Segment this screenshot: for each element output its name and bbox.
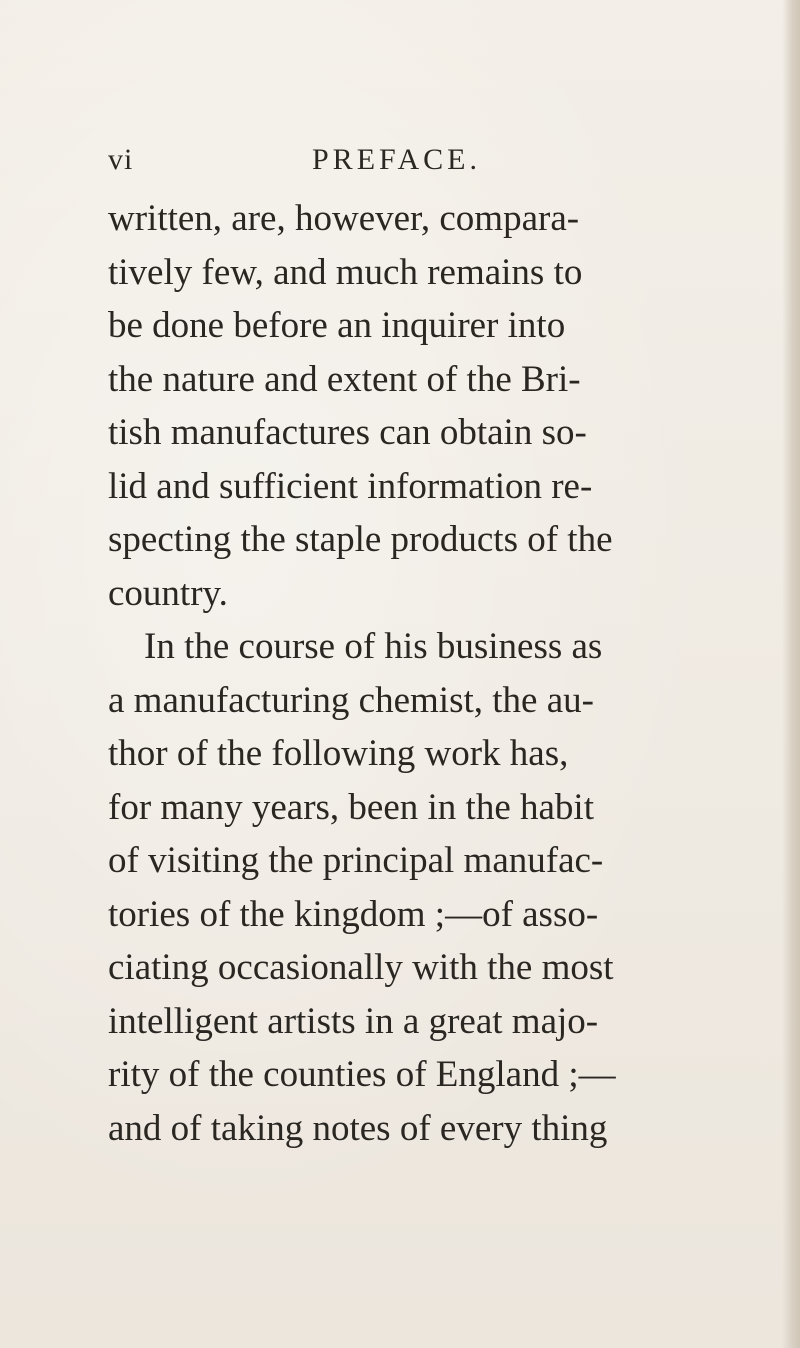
text-line: for many years, been in the habit: [108, 786, 594, 828]
text-line: thor of the following work has,: [108, 733, 569, 774]
text-line: tish manufactures can obtain so-: [108, 412, 587, 453]
page-header: [108, 143, 708, 183]
text-line: a manufacturing chemist, the au-: [108, 679, 594, 721]
page-number: vi: [108, 143, 134, 176]
running-head: PREFACE.: [312, 143, 481, 176]
text-line: ciating occasionally with the most: [108, 947, 614, 988]
body-text: [108, 192, 708, 1155]
text-line: tories of the kingdom ;—of asso-: [108, 893, 599, 935]
text-line: country.: [108, 572, 228, 614]
text-line: tively few, and much remains to: [108, 251, 583, 293]
text-line: lid and sufficient information re-: [108, 465, 593, 507]
text-line: rity of the counties of England ;—: [108, 1054, 616, 1095]
page-edge-shadow: [782, 0, 800, 1348]
text-line: be done before an inquirer into: [108, 305, 566, 346]
paragraph-start-line: In the course of his business as: [144, 626, 603, 667]
text-line: the nature and extent of the Bri-: [108, 358, 581, 400]
text-line: and of taking notes of every thing: [108, 1107, 608, 1149]
text-line: written, are, however, compara-: [108, 198, 580, 239]
text-line: specting the staple products of the: [108, 519, 613, 560]
text-line: intelligent artists in a great majo-: [108, 1000, 599, 1042]
text-line: of visiting the principal manufac-: [108, 840, 604, 881]
